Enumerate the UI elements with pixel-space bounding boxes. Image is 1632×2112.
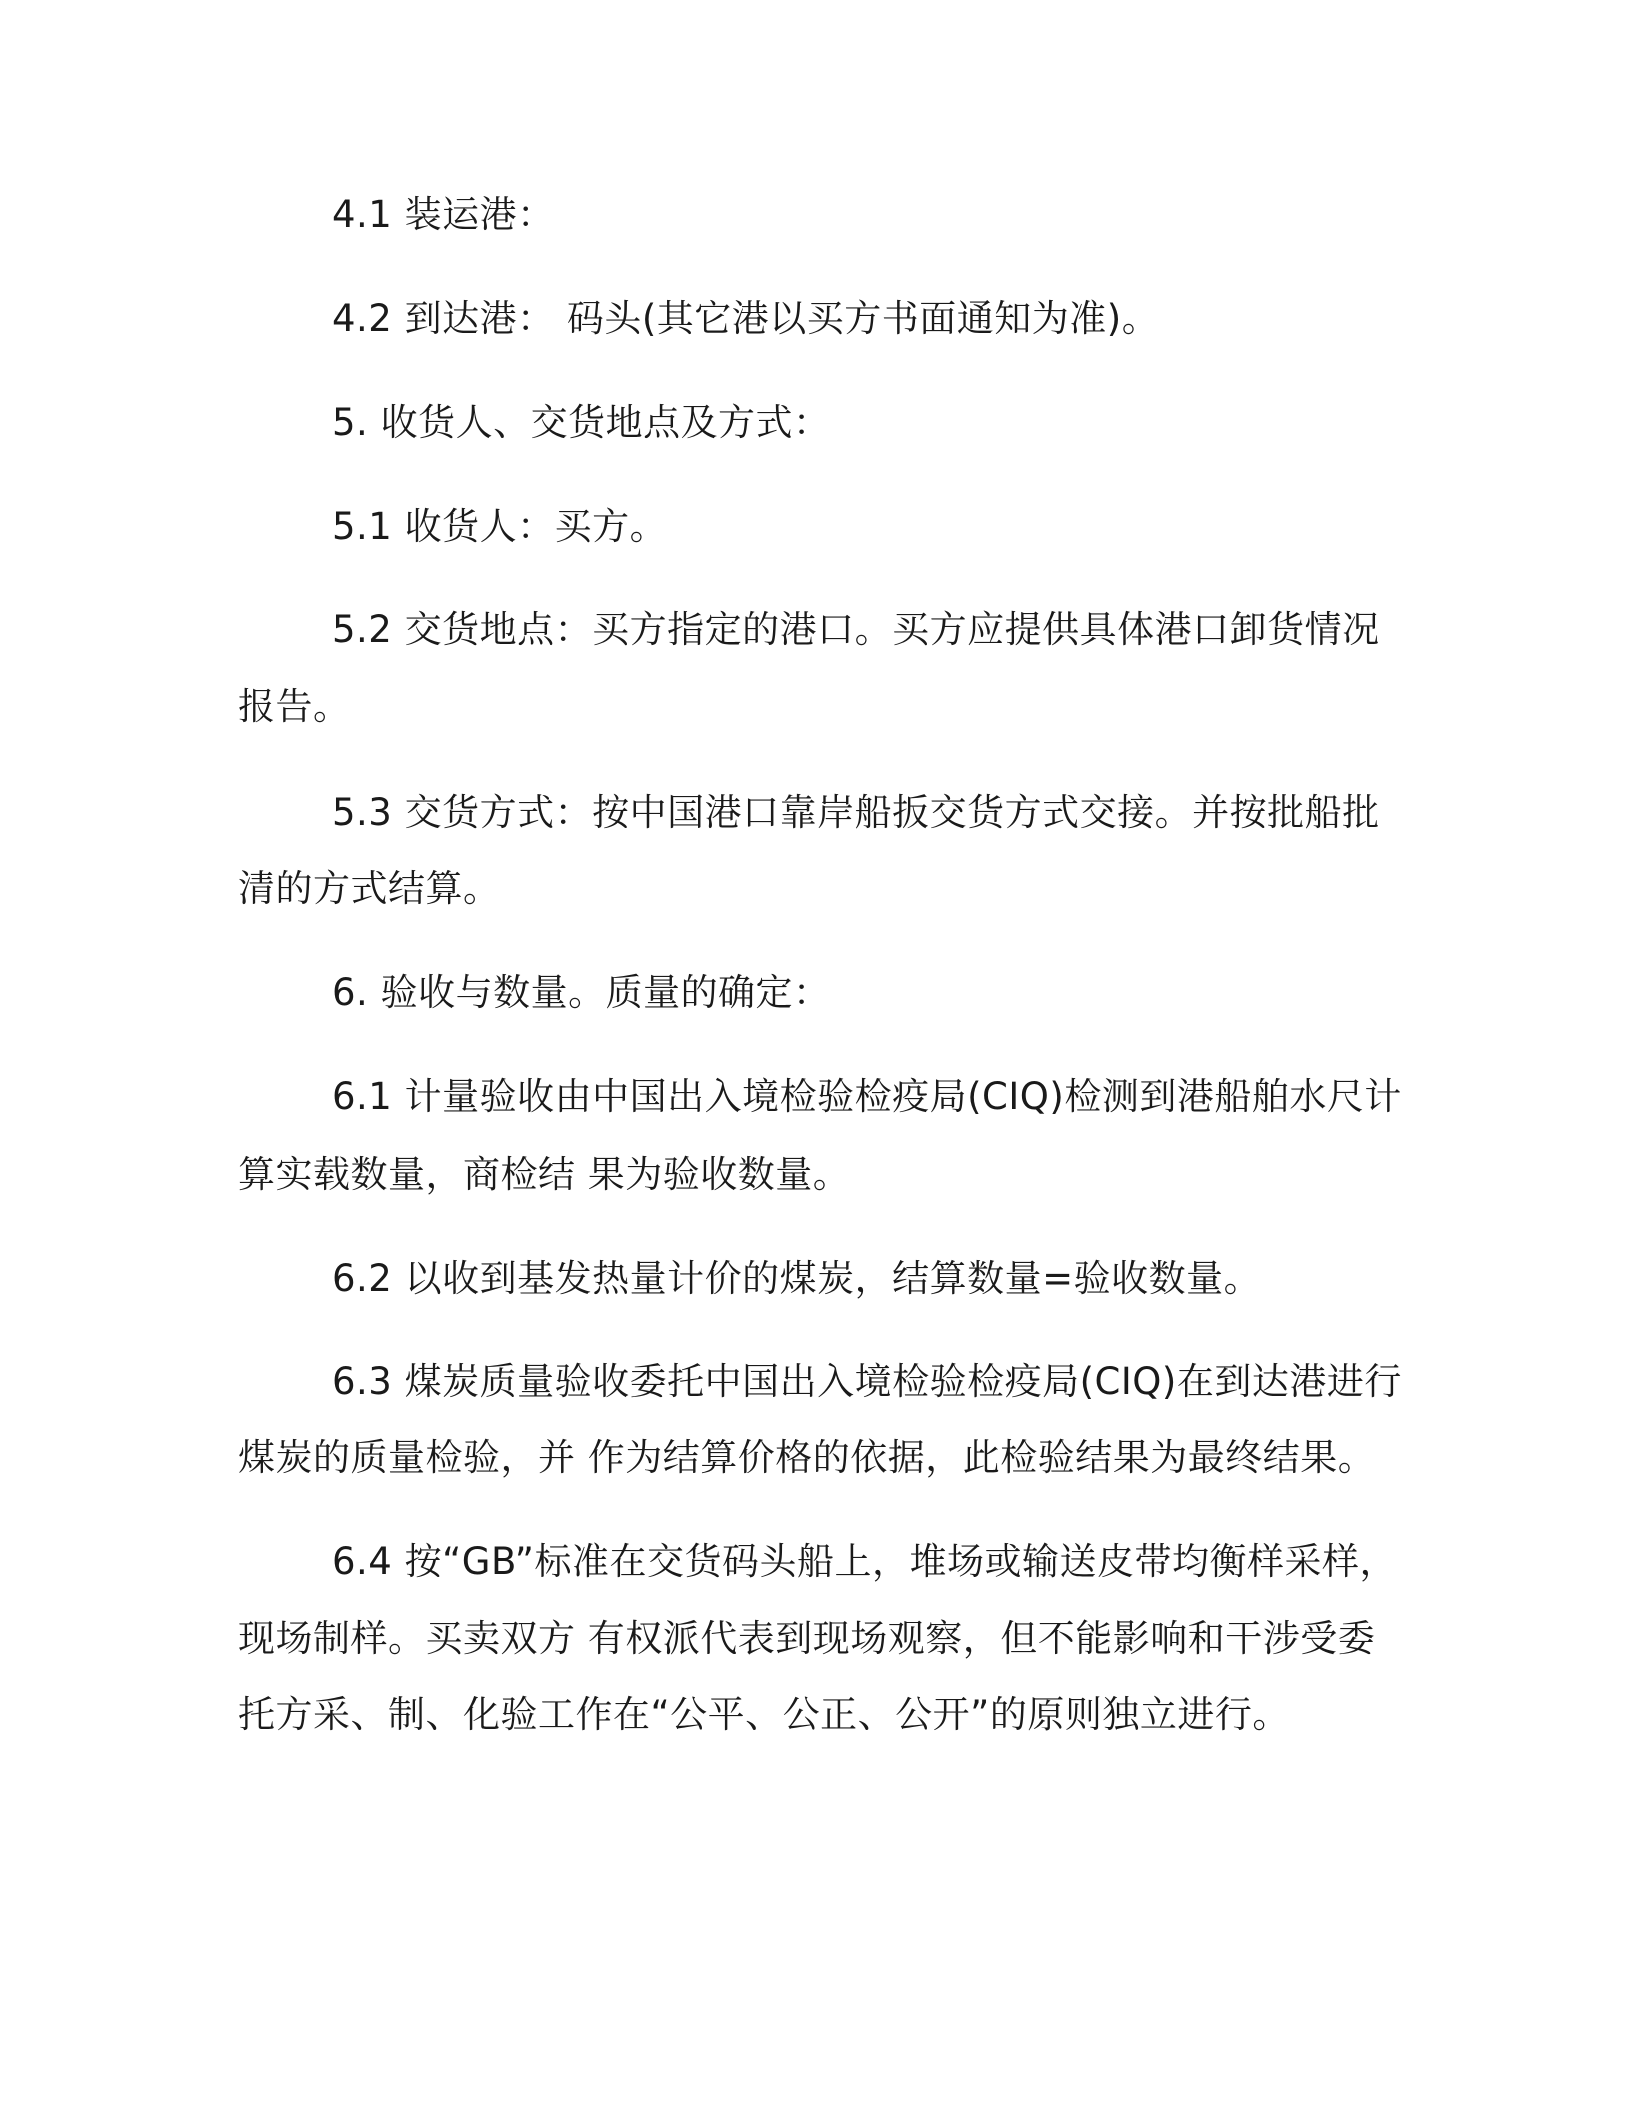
clause-5-3-line-1: 5.3 交货方式：按中国港口靠岸船扳交货方式交接。并按批船批 <box>332 791 1380 834</box>
clause-5-1: 5.1 收货人：买方。 <box>332 505 668 548</box>
clause-5-2-line-1: 5.2 交货地点：买方指定的港口。买方应提供具体港口卸货情况 <box>332 608 1380 651</box>
clause-6-3-line-2: 煤炭的质量检验，并 作为结算价格的依据，此检验结果为最终结果。 <box>238 1436 1376 1479</box>
clause-6-1-line-2: 算实载数量，商检结 果为验收数量。 <box>238 1153 851 1196</box>
clause-4-2: 4.2 到达港： 码头(其它港以买方书面通知为准)。 <box>332 297 1160 340</box>
clause-6-3-line-1: 6.3 煤炭质量验收委托中国出入境检验检疫局(CIQ)在到达港进行 <box>332 1360 1402 1403</box>
clause-6-4-line-3: 托方采、制、化验工作在“公平、公正、公开”的原则独立进行。 <box>238 1693 1290 1736</box>
clause-6-2: 6.2 以收到基发热量计价的煤炭，结算数量=验收数量。 <box>332 1257 1262 1300</box>
clause-5-heading: 5. 收货人、交货地点及方式： <box>332 401 831 444</box>
clause-5-2-line-2: 报告。 <box>238 685 351 728</box>
clause-5-3-line-2: 清的方式结算。 <box>238 867 501 910</box>
clause-4-1: 4.1 装运港： <box>332 193 555 236</box>
clause-6-4-line-1: 6.4 按“GB”标准在交货码头船上，堆场或输送皮带均衡样采样， <box>332 1540 1397 1583</box>
clause-6-1-line-1: 6.1 计量验收由中国出入境检验检疫局(CIQ)检测到港船舶水尺计 <box>332 1075 1402 1118</box>
clause-6-4-line-2: 现场制样。买卖双方 有权派代表到现场观察，但不能影响和干涉受委 <box>238 1617 1376 1660</box>
clause-6-heading: 6. 验收与数量。质量的确定： <box>332 971 831 1014</box>
